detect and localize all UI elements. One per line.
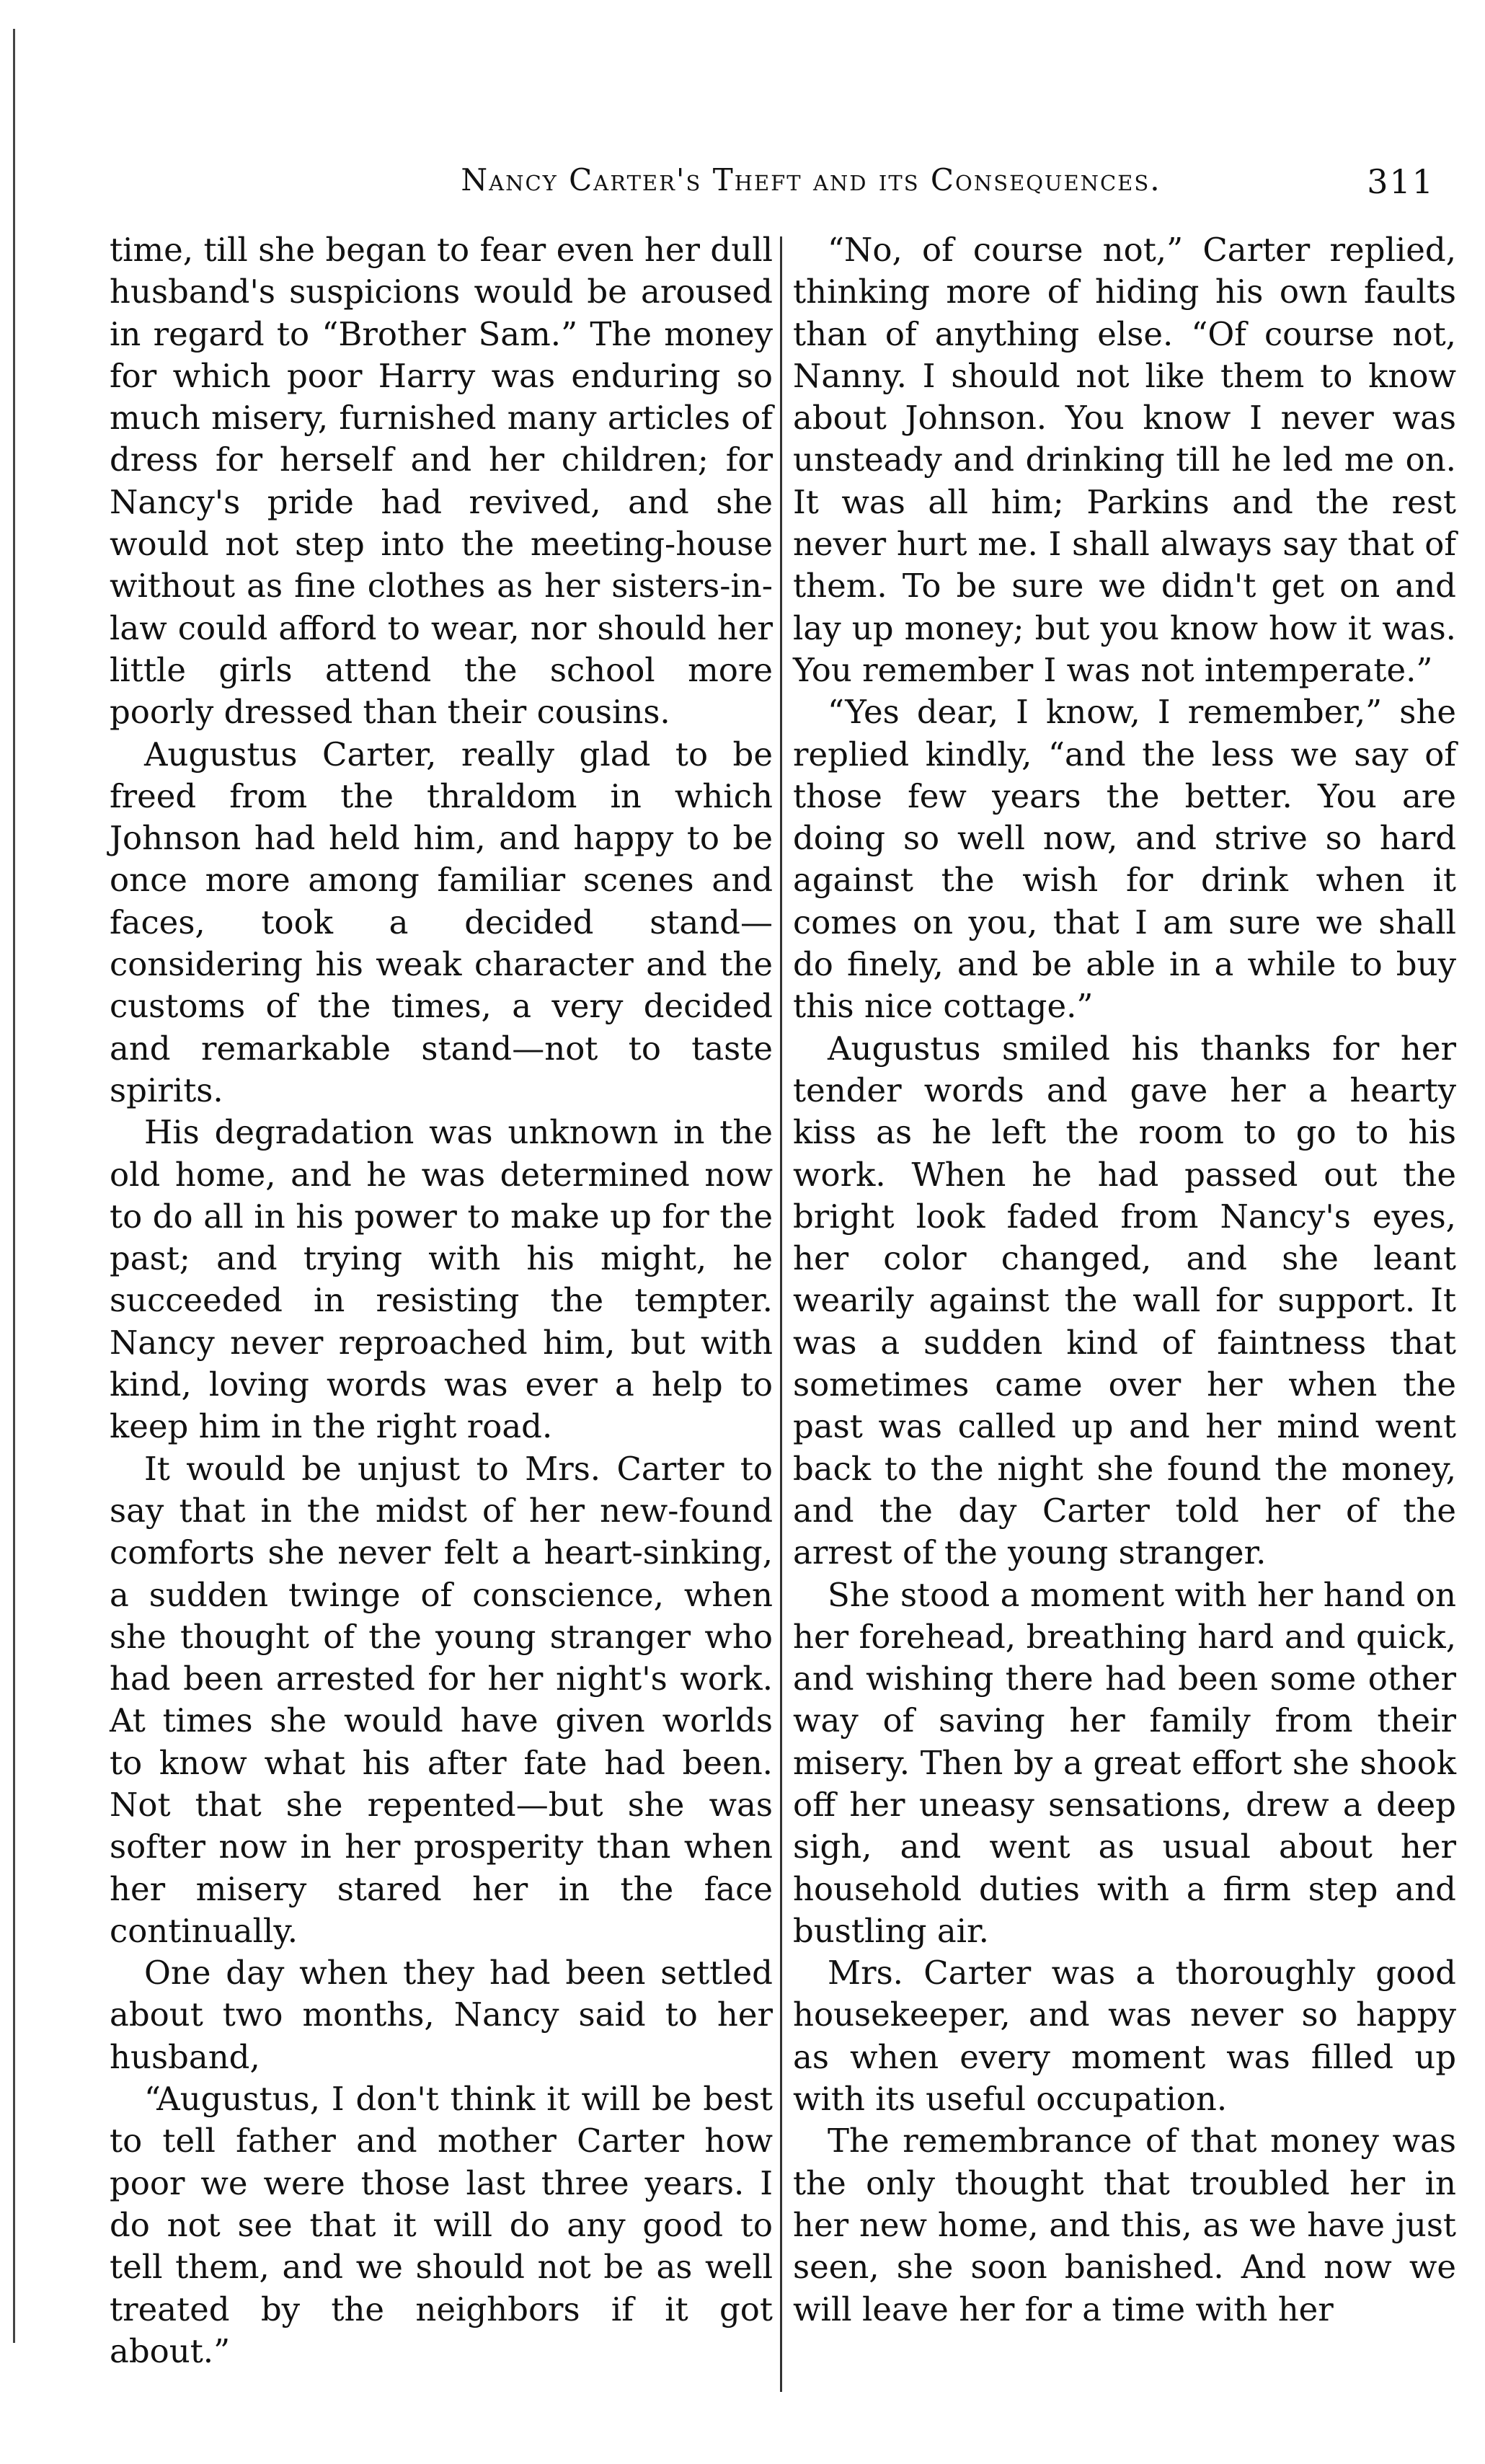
running-title: Nancy Carter's Theft and its Consequences. [461,162,1161,198]
paragraph: “No, of course not,” Carter replied, thinking more of hiding his own faults than of anything else. “Of course not, Nanny. I should not like them to know about Johnson. You know I never was unsteady and drinking till he led me on. It was all him; Parkins and the rest never hurt me. I shall always say that of them. To be sure we didn't get on and lay up money; but you know how it was. You remember I was not intemperate.” [793,231,1456,689]
paragraph: “Yes dear, I know, I remember,” she replied kindly, “and the less we say of those few years the better. You are doing so well now, and strive so hard against the wish for drink when it comes on you, that I am sure we shall do finely, and be able in a while to buy this nice cottage.” [793,693,1456,1026]
running-header [332,162,1290,205]
right-column [793,229,1456,2331]
paragraph: Mrs. Carter was a thoroughly good housekeeper, and was never so happy as when every moment was filled up with its useful occupation. [793,1954,1456,2119]
page-number: 311 [1367,162,1435,201]
paragraph: “Augustus, I don't think it will be best to tell father and mother Carter how poor we were those last three years. I do not see that it will do any good to tell them, and we should not be as well treated by the neighbors if it got about.” [110,2080,773,2370]
column-divider [780,236,782,2392]
paragraph: Augustus Carter, really glad to be freed from the thraldom in which Johnson had held him, and happy to be once more among familiar scenes and faces, took a decided stand—considering his weak character and the customs of the times, a very decided and remarkable stand—not to taste spirits. [110,735,773,1109]
page-edge-line [13,29,15,2343]
paragraph: She stood a moment with her hand on her forehead, breathing hard and quick, and wishing there had been some other way of saving her family from their misery. Then by a great effort she shook off her uneasy sensations, drew a deep sigh, and went as usual about her household duties with a firm step and bustling air. [793,1575,1456,1950]
paragraph: His degradation was unknown in the old home, and he was determined now to do all in his power to make up for the past; and trying with his might, he succeeded in resisting the tempter. Nancy never reproached him, but with kind, loving words was ever a help to keep him in the right road. [110,1113,773,1446]
paragraph: It would be unjust to Mrs. Carter to say that in the midst of her new-found comforts she never felt a heart-sinking, a sudden twinge of conscience, when she thought of the young stranger who had been arrested for her night's work. At times she would have given worlds to know what his after fate had been. Not that she repented—but she was softer now in her prosperity than when her misery stared her in the face continually. [110,1449,773,1950]
left-column [110,229,773,2372]
paragraph: One day when they had been settled about two months, Nancy said to her husband, [110,1954,773,2076]
paragraph: Augustus smiled his thanks for her tender words and gave her a hearty kiss as he left the room to go to his work. When he had passed out the bright look faded from Nancy's eyes, her color changed, and she leant wearily against the wall for support. It was a sudden kind of faintness that sometimes came over her when the past was called up and her mind went back to the night she found the money, and the day Carter told her of the arrest of the young stranger. [793,1029,1456,1572]
paragraph: time, till she began to fear even her dull husband's suspicions would be aroused in regard to “Brother Sam.” The money for which poor Harry was enduring so much misery, furnished many articles of dress for herself and her children; for Nancy's pride had revived, and she would not step into the meeting-house without as fine clothes as her sisters-in-law could afford to wear, nor should her little girls attend the school more poorly dressed than their cousins. [110,231,773,732]
paragraph: The remembrance of that money was the only thought that troubled her in her new home, and this, as we have just seen, she soon banished. And now we will leave her for a time with her [793,2122,1456,2328]
